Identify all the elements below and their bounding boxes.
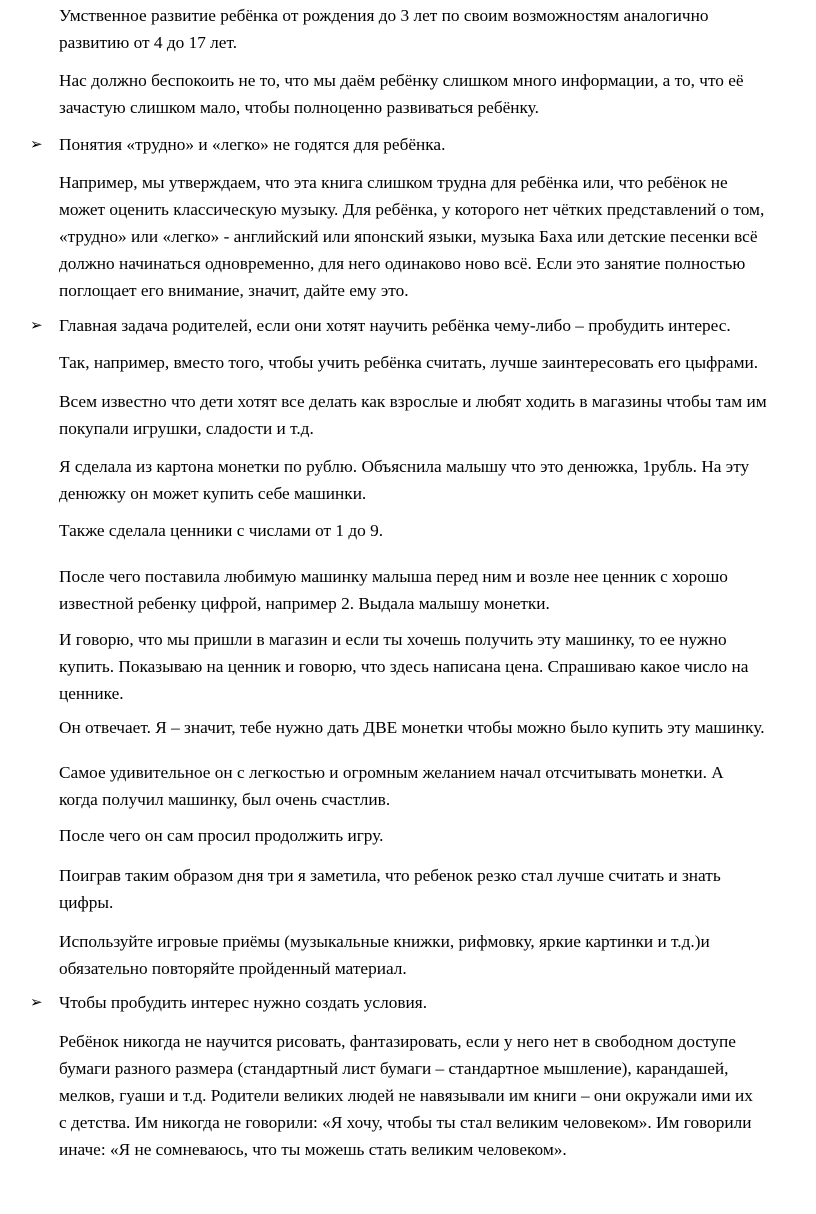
text-line: денюжку он может купить себе машинки.: [59, 484, 367, 503]
bullet-text: Главная задача родителей, если они хотят научить ребёнка чему-либо – пробудить интерес.: [59, 316, 731, 335]
paragraph-11: [59, 759, 816, 813]
text-line: Он отвечает. Я – значит, тебе нужно дать ДВЕ монетки чтобы можно было купить эту машинку.: [59, 718, 765, 737]
paragraph-3: [59, 169, 816, 304]
bullet-arrow-icon: ➢: [30, 316, 43, 334]
text-line: Самое удивительное он с легкостью и огромным желанием начал отсчитывать монетки. А: [59, 763, 724, 782]
text-line: Ребёнок никогда не научится рисовать, фантазировать, если у него нет в свободном доступе: [59, 1032, 736, 1051]
text-line: Так, например, вместо того, чтобы учить ребёнка считать, лучше заинтересовать его цыфрами.: [59, 353, 759, 372]
text-line: цифры.: [59, 893, 114, 912]
text-line: известной ребенку цифрой, например 2. Выдала малышу монетки.: [59, 594, 550, 613]
paragraph-15: [59, 1028, 816, 1163]
paragraph-5: [59, 388, 816, 442]
text-line: бумаги разного размера (стандартный лист бумаги – стандартное мышление), карандашей,: [59, 1059, 729, 1078]
text-line: Всем известно что дети хотят все делать как взрослые и любят ходить в магазины чтобы там им: [59, 392, 767, 411]
paragraph-2: [59, 67, 816, 121]
text-line: зачастую слишком мало, чтобы полноценно развиваться ребёнку.: [59, 98, 539, 117]
bullet-arrow-icon: ➢: [30, 135, 43, 153]
paragraph-1: [59, 2, 816, 56]
paragraph-6: [59, 453, 816, 507]
text-line: Нас должно беспокоить не то, что мы даём ребёнку слишком много информации, а то, что её: [59, 71, 744, 90]
paragraph-12: [59, 822, 816, 849]
text-line: иначе: «Я не сомневаюсь, что ты можешь стать великим человеком».: [59, 1140, 567, 1159]
paragraph-10: [59, 714, 816, 741]
text-line: После чего поставила любимую машинку малыша перед ним и возле нее ценник с хорошо: [59, 567, 728, 586]
text-line: Используйте игровые приёмы (музыкальные книжки, рифмовку, яркие картинки и т.д.)и: [59, 932, 710, 951]
bullet-arrow-icon: ➢: [30, 993, 43, 1011]
paragraph-7: [59, 517, 816, 544]
text-line: развитию от 4 до 17 лет.: [59, 33, 238, 52]
bullet-item-1: [0, 131, 816, 158]
text-line: обязательно повторяйте пройденный материал.: [59, 959, 407, 978]
text-line: И говорю, что мы пришли в магазин и если ты хочешь получить эту машинку, то ее нужно: [59, 630, 727, 649]
bullet-item-3: [0, 989, 816, 1016]
text-line: должно начинаться одновременно, для него одинаково ново всё. Если это занятие полностью: [59, 254, 746, 273]
text-line: купить. Показываю на ценник и говорю, что здесь написана цена. Спрашиваю какое число на: [59, 657, 749, 676]
text-line: Я сделала из картона монетки по рублю. Объяснила малышу что это денюжка, 1рубль. На эту: [59, 457, 750, 476]
bullet-item-2: [0, 312, 816, 339]
bullet-text: Чтобы пробудить интерес нужно создать условия.: [59, 993, 428, 1012]
text-line: с детства. Им никогда не говорили: «Я хочу, чтобы ты стал великим человеком». Им говорили: [59, 1113, 752, 1132]
text-line: поглощает его внимание, значит, дайте ему это.: [59, 281, 409, 300]
text-line: когда получил машинку, был очень счастлив.: [59, 790, 391, 809]
text-line: Умственное развитие ребёнка от рождения до 3 лет по своим возможностям аналогично: [59, 6, 709, 25]
text-line: ценнике.: [59, 684, 124, 703]
text-line: Также сделала ценники с числами от 1 до 9.: [59, 521, 384, 540]
text-line: покупали игрушки, сладости и т.д.: [59, 419, 314, 438]
bullet-text: Понятия «трудно» и «легко» не годятся для ребёнка.: [59, 135, 446, 154]
text-line: мелков, гуаши и т.д. Родители великих людей не навязывали им книги – они окружали ими их: [59, 1086, 753, 1105]
paragraph-14: [59, 928, 816, 982]
paragraph-13: [59, 862, 816, 916]
text-line: После чего он сам просил продолжить игру.: [59, 826, 384, 845]
text-line: «трудно» или «легко» - английский или японский языки, музыка Баха или детские песенки всё: [59, 227, 758, 246]
paragraph-8: [59, 563, 816, 617]
text-line: может оценить классическую музыку. Для ребёнка, у которого нет чётких представлений о том,: [59, 200, 765, 219]
paragraph-4: [59, 349, 816, 376]
paragraph-9: [59, 626, 816, 707]
text-line: Например, мы утверждаем, что эта книга слишком трудна для ребёнка или, что ребёнок не: [59, 173, 728, 192]
text-line: Поиграв таким образом дня три я заметила, что ребенок резко стал лучше считать и знать: [59, 866, 721, 885]
